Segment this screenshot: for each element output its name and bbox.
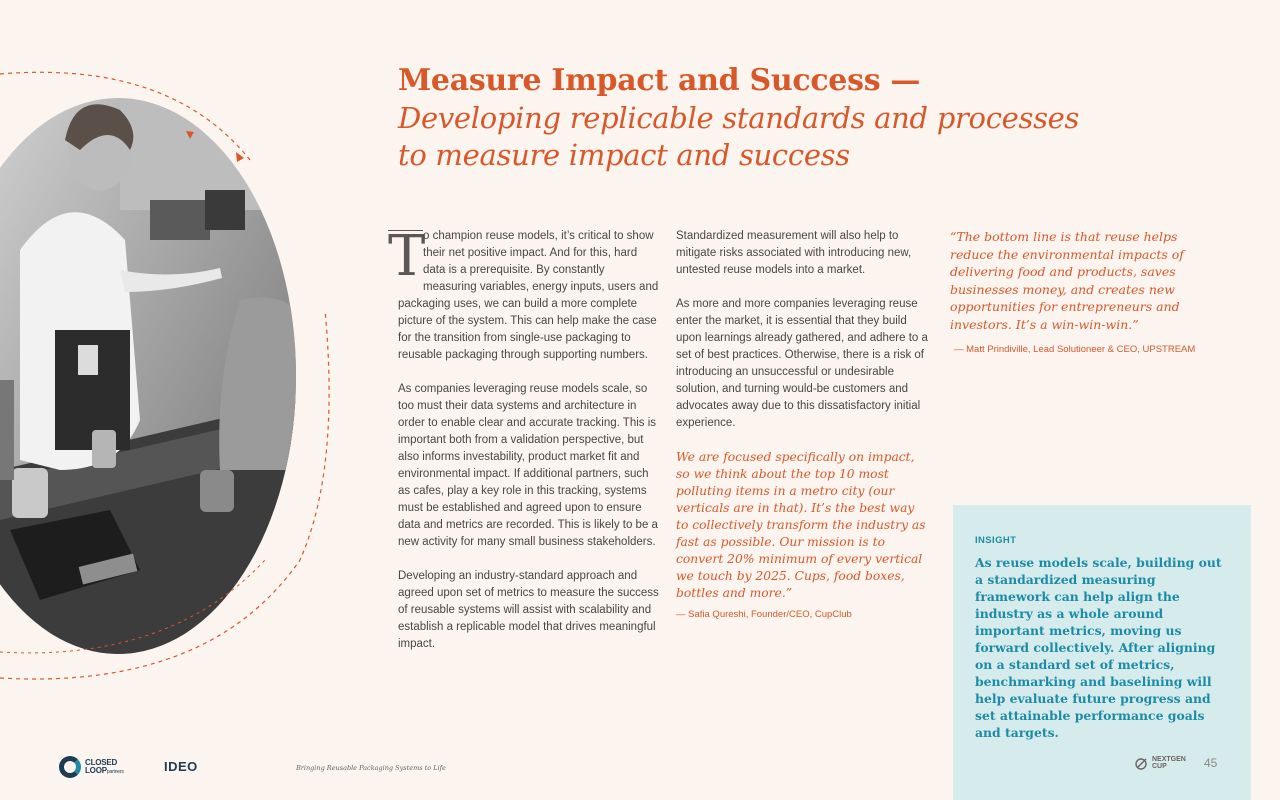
nextgen-cup-logo <box>1134 755 1186 771</box>
nextgen-line-2: CUP <box>1152 763 1167 770</box>
title-line-2: Developing replicable standards and processes <box>398 101 1080 135</box>
closed-loop-ring-icon <box>59 756 81 778</box>
upstream-quote-attribution: — Matt Prindiville, Lead Solutioneer & CEO, UPSTREAM <box>954 344 1196 355</box>
body-column-2 <box>676 228 930 639</box>
page-title <box>398 62 1118 174</box>
ideo-logo: IDEO <box>164 759 198 774</box>
title-line-3: to measure impact and success <box>398 138 850 172</box>
logo-line-1: CLOSED <box>85 757 118 767</box>
leaf-icon <box>1134 755 1150 771</box>
title-line-1: Measure Impact and Success — <box>398 63 921 98</box>
insight-text: As reuse models scale, building out a standardized measuring framework can help align the industry as a whole around important metrics, moving us forward collectively. After aligning on a standard set of metrics, benchmarking and baselining will help evaluate future progress and set attainable performance goals and targets. <box>975 555 1222 740</box>
pull-quote-attribution: — Safia Qureshi, Founder/CEO, CupClub <box>676 609 852 620</box>
pull-quote-upstream <box>950 228 1225 357</box>
footer-tagline: Bringing Reusable Packaging Systems to Life <box>296 764 446 772</box>
paragraph-3: Developing an industry-standard approach and agreed upon set of metrics to measure the success of reusable systems will assist with scalability and establish a replicable model that drives meaningful impact. <box>398 570 659 650</box>
paragraph-2: As companies leveraging reuse models scale, so too must their data systems and architecture in order to enable clear and accurate tracking. This is important both from a validation perspective, but also informs investability, product market fit and environmental impact. If additional partners, such as cafes, play a key role in this tracking, systems must be established and agreed upon to ensure data and metrics are recorded. This is likely to be a new activity for many small business stakeholders. <box>398 383 658 548</box>
page-number: 45 <box>1204 756 1218 770</box>
hero-photo <box>0 0 360 800</box>
paragraph-1-text: o champion reuse models, it’s critical to show their net positive impact. And for this, hard data is a prerequisite. By constantly measuring variables, energy inputs, users and packaging uses, we can build a more complete picture of the system. This can help make the case for the transition from single-use packaging to reusable packaging through supporting numbers. <box>398 230 659 361</box>
paragraph-5: As more and more companies leveraging reuse enter the market, it is essential that they build upon learnings already gathered, and adhere to a set of best practices. Otherwise, there is a risk of introducing an unsuccessful or undesirable solution, and turning would-be customers and advocates away due to this dissatisfactory initial experience. <box>676 298 928 429</box>
upstream-quote-text: “The bottom line is that reuse helps reduce the environmental impacts of delivering food and products, saves businesses money, and creates new opportunities for entrepreneurs and investors. It’s a win-win-win.” <box>950 229 1184 332</box>
closed-loop-partners-logo <box>59 756 124 778</box>
pull-quote-cupclub: We are focused specifically on impact, so we think about the top 10 most polluting items in a metro city (our verticals are in that). It’s the best way to collectively transform the industry as fast as possible. Our mission is to convert 20% minimum of every vertical we touch by 2025. Cups, food boxes, bottles and more.” <box>676 450 926 600</box>
body-column-1 <box>388 224 660 670</box>
logo-small: partners <box>106 768 124 775</box>
nextgen-line-1: NEXTGEN <box>1152 756 1186 763</box>
insight-label: INSIGHT <box>975 535 1017 546</box>
logo-line-2: LOOP <box>85 765 107 775</box>
drop-cap: T <box>388 224 426 289</box>
paragraph-4: Standardized measurement will also help to mitigate risks associated with introducing new, untested reuse models into a market. <box>676 230 912 276</box>
paragraph-1 <box>388 224 660 364</box>
